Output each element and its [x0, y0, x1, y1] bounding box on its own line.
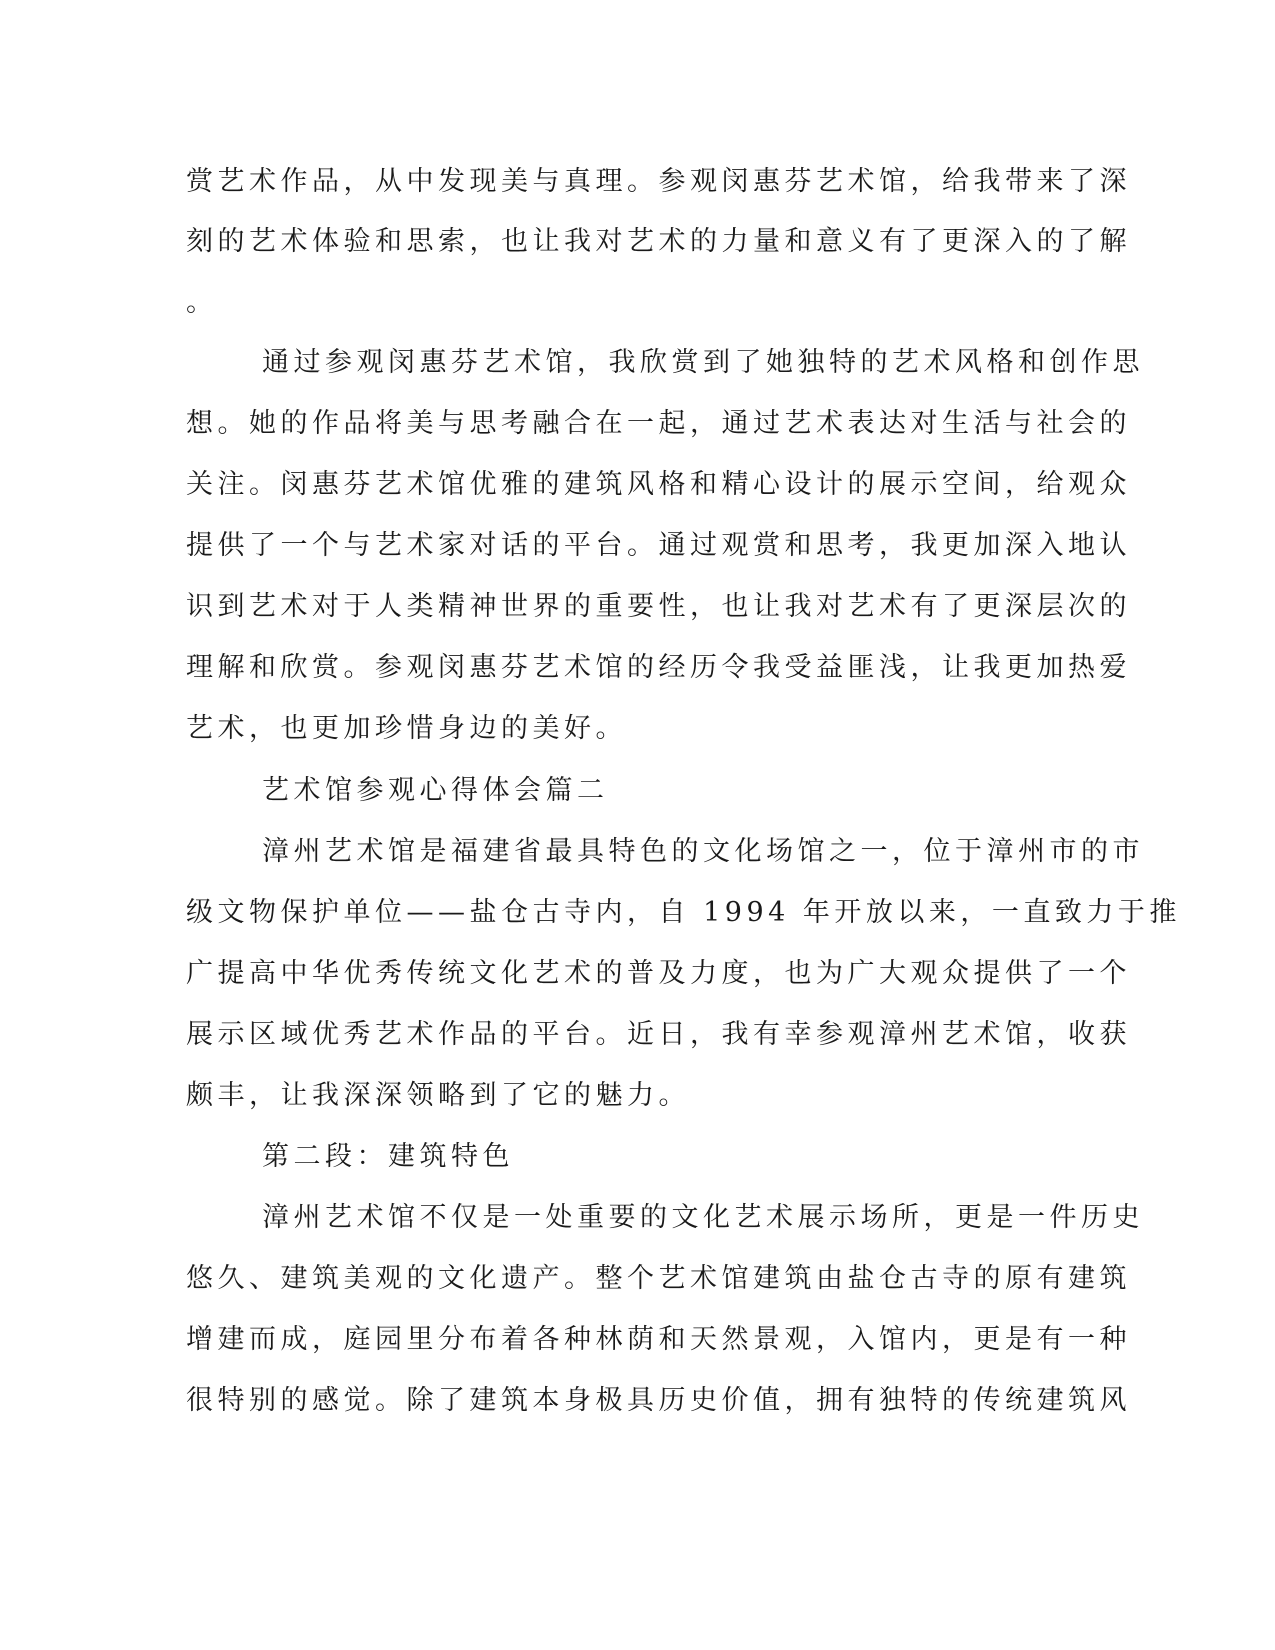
paragraph-line: [0, 283, 1275, 323]
paragraph-line: [0, 954, 1275, 994]
text-line: 赏艺术作品，从中发现美与真理。参观闵惠芬艺术馆，给我带来了深: [186, 166, 1131, 197]
paragraph-line: [0, 465, 1275, 505]
text-line: 很特别的感觉。除了建筑本身极具历史价值，拥有独特的传统建筑风: [186, 1385, 1131, 1416]
paragraph-line: [0, 893, 1275, 933]
text-line: 通过参观闵惠芬艺术馆，我欣赏到了她独特的艺术风格和创作思: [262, 347, 1144, 378]
text-line: 刻的艺术体验和思索，也让我对艺术的力量和意义有了更深入的了解: [186, 226, 1131, 257]
text-line: 识到艺术对于人类精神世界的重要性，也让我对艺术有了更深层次的: [186, 591, 1131, 622]
paragraph-line: [0, 1259, 1275, 1299]
text-line: 广提高中华优秀传统文化艺术的普及力度，也为广大观众提供了一个: [186, 958, 1131, 989]
text-line: 提供了一个与艺术家对话的平台。通过观赏和思考，我更加深入地认: [186, 530, 1131, 561]
text-line: 级文物保护单位——盐仓古寺内，自 1994 年开放以来，一直致力于推: [186, 897, 1181, 928]
heading-text: 第二段：建筑特色: [262, 1141, 514, 1172]
text-line: 艺术，也更加珍惜身边的美好。: [186, 713, 627, 744]
paragraph-line: [0, 526, 1275, 566]
text-line: 展示区域优秀艺术作品的平台。近日，我有幸参观漳州艺术馆，收获: [186, 1019, 1131, 1050]
text-line: 想。她的作品将美与思考融合在一起，通过艺术表达对生活与社会的: [186, 408, 1131, 439]
paragraph-line: [0, 1198, 1275, 1238]
paragraph-line: [0, 404, 1275, 444]
text-line: 关注。闵惠芬艺术馆优雅的建筑风格和精心设计的展示空间，给观众: [186, 469, 1131, 500]
paragraph-line: [0, 1076, 1275, 1116]
paragraph-line: [0, 832, 1275, 872]
paragraph-line: [0, 709, 1275, 749]
text-line: 理解和欣赏。参观闵惠芬艺术馆的经历令我受益匪浅，让我更加热爱: [186, 652, 1131, 683]
paragraph-line: [0, 162, 1275, 202]
heading-text: 艺术馆参观心得体会篇二: [262, 775, 609, 806]
text-line: 颇丰，让我深深领略到了它的魅力。: [186, 1080, 690, 1111]
text-line: 。: [186, 287, 218, 318]
text-line: 悠久、建筑美观的文化遗产。整个艺术馆建筑由盐仓古寺的原有建筑: [186, 1263, 1131, 1294]
paragraph-line: [0, 343, 1275, 383]
text-line: 漳州艺术馆不仅是一处重要的文化艺术展示场所，更是一件历史: [262, 1202, 1144, 1233]
paragraph-line: [0, 222, 1275, 262]
text-line: 漳州艺术馆是福建省最具特色的文化场馆之一，位于漳州市的市: [262, 836, 1144, 867]
section-heading: [0, 771, 1275, 811]
paragraph-line: [0, 1015, 1275, 1055]
paragraph-line: [0, 648, 1275, 688]
section-heading: [0, 1137, 1275, 1177]
text-line: 增建而成，庭园里分布着各种林荫和天然景观，入馆内，更是有一种: [186, 1324, 1131, 1355]
paragraph-line: [0, 1320, 1275, 1360]
paragraph-line: [0, 587, 1275, 627]
paragraph-line: [0, 1381, 1275, 1421]
